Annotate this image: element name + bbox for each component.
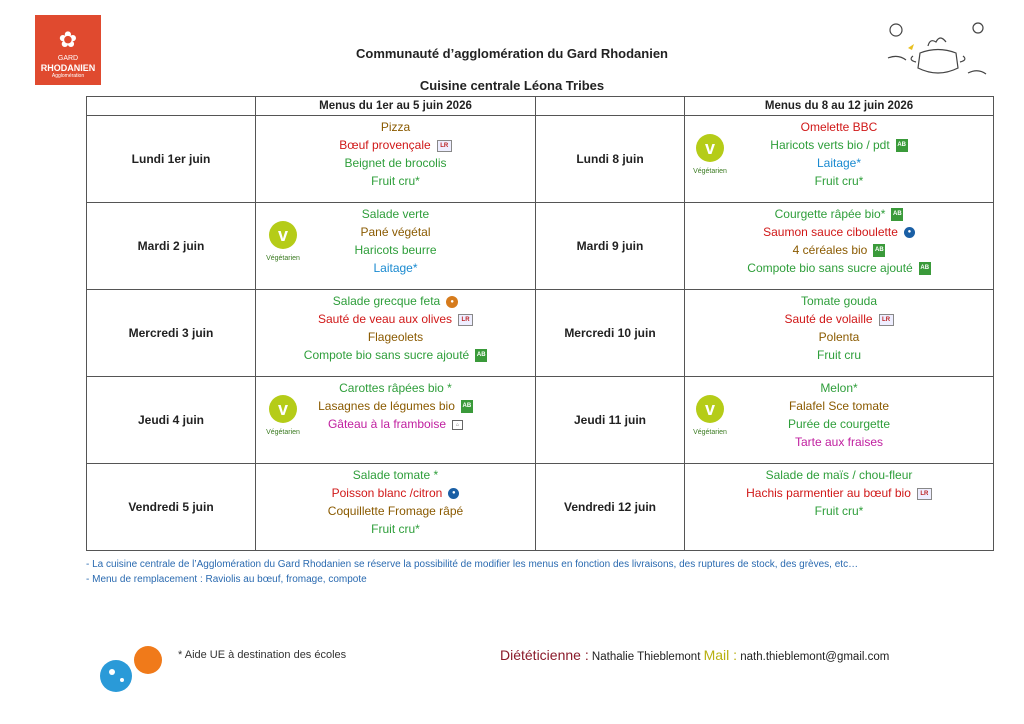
- dish-item: [685, 118, 993, 136]
- day-label: Jeudi 11 juin: [536, 377, 685, 464]
- dish-item: [685, 433, 993, 451]
- dishes-cell: [256, 377, 536, 464]
- note-line: - La cuisine centrale de l’Agglomération du Gard Rhodanien se réserve la possibilité de modifier les menus en fonction des livraisons, des ruptures de stock, des grèves, etc…: [86, 559, 859, 570]
- dish-name: Melon*: [820, 381, 858, 395]
- vegetarian-leaf-icon: v: [269, 395, 297, 423]
- label-rouge-icon: LR: [458, 314, 473, 326]
- week1-header: Menus du 1er au 5 juin 2026: [256, 97, 536, 116]
- dish-item: [256, 466, 535, 484]
- dishes-cell: [256, 464, 536, 551]
- fruit-program-logo-icon: [98, 644, 168, 696]
- dishes-cell: [685, 377, 994, 464]
- dish-list: [256, 203, 535, 277]
- dish-item: [685, 310, 993, 328]
- dish-name: Lasagnes de légumes bio: [318, 399, 455, 413]
- dish-name: Sauté de veau aux olives: [317, 312, 453, 326]
- dish-name: Salade de maïs / chou-fleur: [765, 468, 913, 482]
- dish-list: [685, 464, 993, 520]
- organic-ab-icon: AB: [919, 262, 931, 275]
- dish-item: [256, 118, 535, 136]
- dish-name: Compote bio sans sucre ajouté: [747, 261, 913, 275]
- header-empty-cell: [87, 97, 256, 116]
- vegetarian-label: Végétarien: [693, 429, 727, 436]
- notes: [86, 557, 858, 587]
- label-rouge-icon: LR: [879, 314, 894, 326]
- table-row: [87, 116, 994, 203]
- day-label: Mercredi 3 juin: [87, 290, 256, 377]
- dish-name: Haricots beurre: [354, 243, 437, 257]
- header-empty-cell: [536, 97, 685, 116]
- table-row: [87, 203, 994, 290]
- dish-name: Falafel Sce tomate: [788, 399, 890, 413]
- dish-item: [685, 415, 993, 433]
- dish-name: Fruit cru*: [371, 174, 420, 188]
- table-header-row: [87, 97, 994, 116]
- dish-name: Salade grecque feta: [332, 294, 441, 308]
- dish-name: Beignet de brocolis: [344, 156, 447, 170]
- dish-name: Fruit cru: [816, 348, 861, 362]
- fait-maison-icon: ⌂: [452, 420, 463, 430]
- logo-line2: RHODANIEN: [40, 63, 96, 73]
- dish-name: Compote bio sans sucre ajouté: [303, 348, 470, 362]
- day-label: Jeudi 4 juin: [87, 377, 256, 464]
- label-rouge-icon: LR: [437, 140, 452, 152]
- day-label: Vendredi 12 juin: [536, 464, 685, 551]
- day-label: Vendredi 5 juin: [87, 464, 256, 551]
- dish-name: Tomate gouda: [800, 294, 878, 308]
- vegetarian-badge: [264, 221, 302, 268]
- dish-list: [256, 290, 535, 364]
- label-rouge-icon: LR: [917, 488, 932, 500]
- dish-name: Hachis parmentier au bœuf bio: [746, 486, 911, 500]
- vegetarian-badge: [691, 395, 729, 442]
- organic-ab-icon: AB: [891, 208, 903, 221]
- dish-name: Tarte aux fraises: [794, 435, 884, 449]
- dish-item: [685, 259, 993, 277]
- vegetarian-leaf-icon: v: [696, 395, 724, 423]
- dietician-name: Nathalie Thieblemont: [591, 651, 701, 663]
- dish-name: 4 céréales bio: [792, 243, 868, 257]
- dish-item: [685, 136, 993, 154]
- dish-item: [685, 346, 993, 364]
- mail-address: nath.thieblemont@gmail.com: [740, 651, 890, 663]
- dishes-cell: [685, 116, 994, 203]
- logo-line3: Agglomération: [51, 73, 85, 79]
- dish-list: [256, 116, 535, 190]
- dietician-label: Diététicienne :: [500, 647, 589, 663]
- menu-table-body: [87, 116, 994, 551]
- bleu-blanc-coeur-icon: ●: [448, 488, 459, 499]
- dish-item: [685, 466, 993, 484]
- organic-ab-icon: AB: [461, 400, 473, 413]
- vegetarian-label: Végétarien: [693, 168, 727, 175]
- dish-item: [256, 172, 535, 190]
- day-label: Lundi 8 juin: [536, 116, 685, 203]
- dish-name: Laitage*: [373, 261, 418, 275]
- organic-ab-icon: AB: [873, 244, 885, 257]
- dish-item: [685, 328, 993, 346]
- dish-item: [685, 241, 993, 259]
- dish-name: Pané végétal: [360, 225, 431, 239]
- day-label: Mercredi 10 juin: [536, 290, 685, 377]
- dish-name: Pizza: [380, 120, 411, 134]
- dish-name: Saumon sauce ciboulette: [763, 225, 898, 239]
- dish-list: [685, 203, 993, 277]
- dish-item: [685, 292, 993, 310]
- dish-item: [685, 379, 993, 397]
- dish-name: Bœuf provençale: [339, 138, 431, 152]
- dish-item: [256, 484, 535, 502]
- dish-item: [685, 484, 993, 502]
- dish-name: Salade verte: [361, 207, 430, 221]
- aide-ue-note: * Aide UE à destination des écoles: [178, 649, 347, 661]
- menu-table: [86, 96, 994, 551]
- dietician-info: [500, 647, 889, 663]
- mail-label: Mail :: [703, 647, 738, 663]
- dish-name: Sauté de volaille: [784, 312, 873, 326]
- vegetarian-leaf-icon: v: [269, 221, 297, 249]
- day-label: Mardi 2 juin: [87, 203, 256, 290]
- organic-ab-icon: AB: [896, 139, 908, 152]
- dish-list: [685, 290, 993, 364]
- page-subtitle: Cuisine centrale Léona Tribes: [419, 78, 605, 93]
- dish-name: Fruit cru*: [371, 522, 420, 536]
- dish-name: Fruit cru*: [814, 174, 864, 188]
- dish-name: Purée de courgette: [787, 417, 891, 431]
- dish-item: [256, 310, 535, 328]
- dish-name: Fruit cru*: [814, 504, 864, 518]
- vegetarian-badge: [264, 395, 302, 442]
- dish-item: [685, 502, 993, 520]
- logo-line1: GARD: [57, 55, 79, 62]
- note-line: - Menu de remplacement : Raviolis au bœuf, fromage, compote: [86, 574, 367, 585]
- dish-item: [256, 136, 535, 154]
- vegetarian-leaf-icon: v: [696, 134, 724, 162]
- dish-name: Polenta: [818, 330, 860, 344]
- dish-item: [685, 223, 993, 241]
- dishes-cell: [256, 203, 536, 290]
- week2-header: Menus du 8 au 12 juin 2026: [685, 97, 994, 116]
- table-row: [87, 464, 994, 551]
- vegetarian-label: Végétarien: [266, 255, 300, 262]
- dish-item: [256, 346, 535, 364]
- dish-name: Laitage*: [816, 156, 862, 170]
- dishes-cell: [685, 464, 994, 551]
- bleu-blanc-coeur-icon: ●: [904, 227, 915, 238]
- dish-item: [256, 154, 535, 172]
- dish-item: [685, 397, 993, 415]
- dish-name: Poisson blanc /citron: [331, 486, 443, 500]
- day-label: Lundi 1er juin: [87, 116, 256, 203]
- dish-name: Salade tomate *: [352, 468, 439, 482]
- logo-mark-icon: ✿: [58, 27, 78, 52]
- dish-item: [685, 205, 993, 223]
- dish-list: [685, 116, 993, 190]
- dishes-cell: [685, 290, 994, 377]
- dish-list: [256, 377, 535, 436]
- dish-item: [256, 502, 535, 520]
- dish-item: [256, 328, 535, 346]
- vegetarian-label: Végétarien: [266, 429, 300, 436]
- aop-cheese-icon: ●: [446, 296, 458, 308]
- dishes-cell: [256, 290, 536, 377]
- dish-item: [256, 292, 535, 310]
- dish-item: [685, 172, 993, 190]
- vegetarian-badge: [691, 134, 729, 181]
- dish-name: Haricots verts bio / pdt: [770, 138, 890, 152]
- table-row: [87, 377, 994, 464]
- dish-name: Flageolets: [367, 330, 424, 344]
- dish-item: [256, 520, 535, 538]
- dish-name: Gâteau à la framboise: [327, 417, 447, 431]
- dish-name: Carottes râpées bio *: [339, 381, 452, 395]
- dish-name: Coquillette Fromage râpé: [327, 504, 464, 518]
- organic-ab-icon: AB: [475, 349, 487, 362]
- dishes-cell: [256, 116, 536, 203]
- page-title: Communauté d’agglomération du Gard Rhodanien: [355, 46, 668, 61]
- dish-name: Courgette râpée bio*: [774, 207, 886, 221]
- dishes-cell: [685, 203, 994, 290]
- dish-name: Omelette BBC: [800, 120, 878, 134]
- dish-list: [256, 464, 535, 538]
- table-row: [87, 290, 994, 377]
- day-label: Mardi 9 juin: [536, 203, 685, 290]
- dish-item: [685, 154, 993, 172]
- dish-list: [685, 377, 993, 451]
